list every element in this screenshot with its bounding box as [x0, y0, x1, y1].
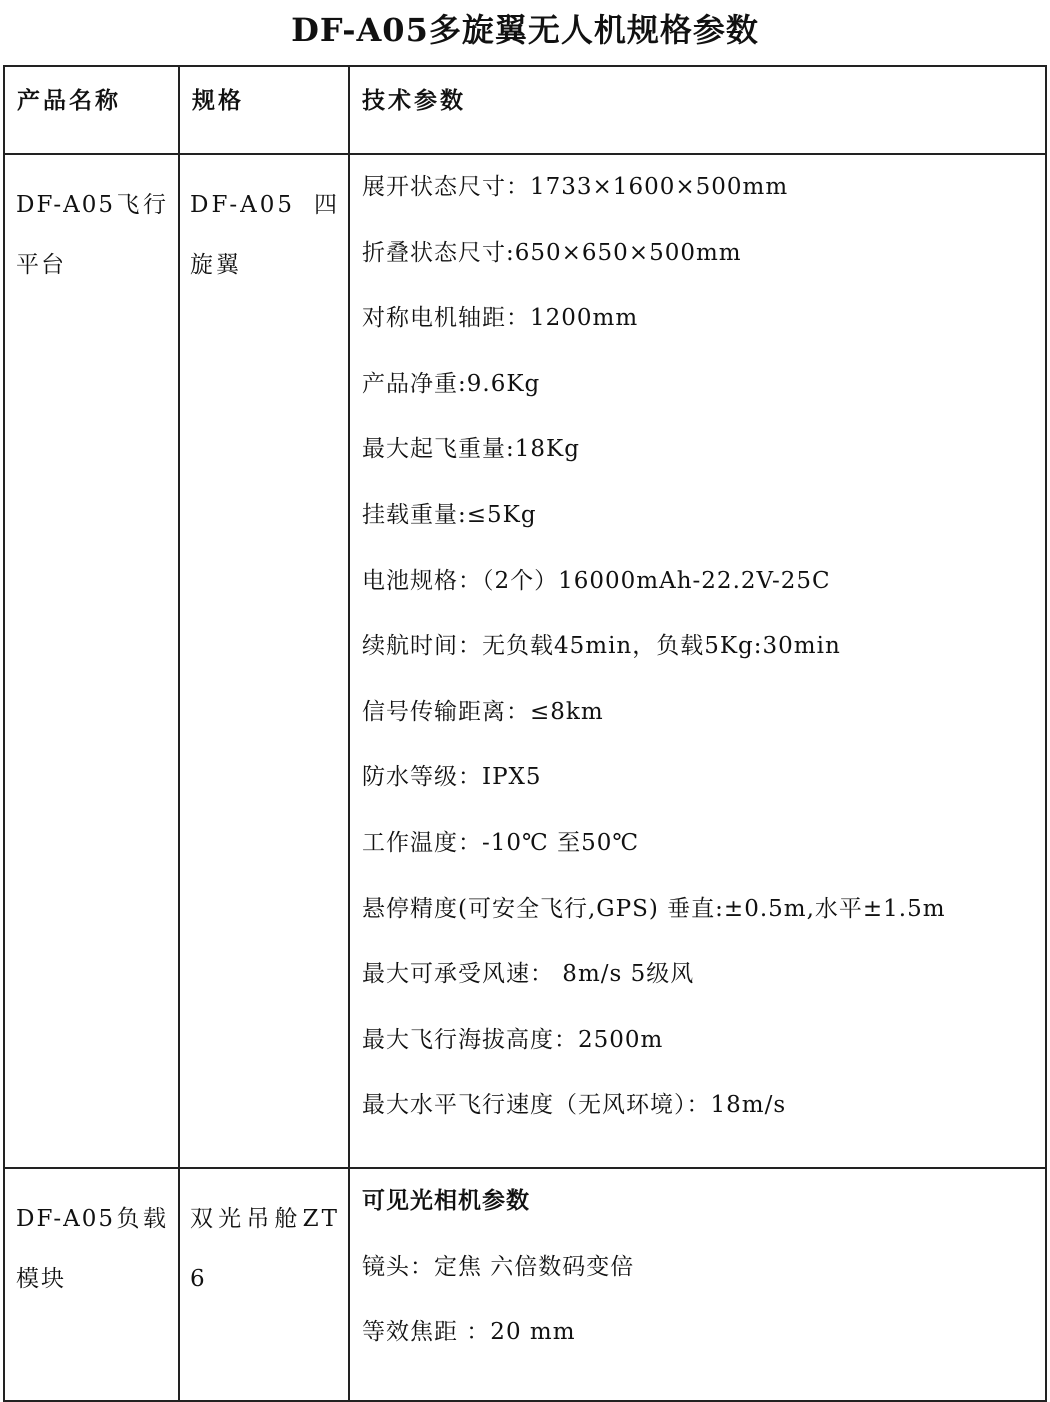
spec-cell: DF-A05四旋翼: [179, 154, 349, 1168]
param-section-heading: 可见光相机参数: [362, 1187, 530, 1214]
param-line: 等效焦距 ：20 mm: [362, 1319, 576, 1346]
param-line: 挂载重量:≤5Kg: [362, 501, 537, 528]
spec-cell: 双光吊舱ZT6: [179, 1168, 349, 1401]
param-line: 最大飞行海拔高度：2500m: [362, 1026, 664, 1053]
param-line: 产品净重:9.6Kg: [362, 370, 541, 397]
param-line: 续航时间：无负载45min，负载5Kg:30min: [362, 633, 841, 660]
param-line: 防水等级：IPX5: [362, 764, 542, 791]
param-line: 最大可承受风速： 8m/s 5级风: [362, 961, 695, 988]
param-line: 最大水平飞行速度（无风环境）：18m/s: [362, 1092, 787, 1119]
param-line: 最大起飞重量:18Kg: [362, 436, 580, 463]
header-tech-params: 技术参数: [349, 66, 1046, 154]
product-name-cell: DF-A05负载模块: [4, 1168, 179, 1401]
param-line: 悬停精度(可安全飞行,GPS) 垂直:±0.5m,水平±1.5m: [362, 895, 946, 922]
table-header-row: [4, 66, 1046, 154]
header-spec: 规格: [179, 66, 349, 154]
param-line: 信号传输距离：≤8km: [362, 698, 604, 725]
param-line: 电池规格：（2个）16000mAh-22.2V-25C: [362, 567, 831, 594]
header-product-name: 产品名称: [4, 66, 179, 154]
param-line: 工作温度：-10℃ 至50℃: [362, 829, 640, 856]
table-row-flight-platform: [4, 154, 1046, 1168]
param-line: 镜头：定焦 六倍数码变倍: [362, 1253, 635, 1280]
tech-params-cell: [349, 154, 1046, 1168]
spec-table: [3, 65, 1047, 1402]
param-line: 折叠状态尺寸:650×650×500mm: [362, 239, 742, 266]
table-row-payload-module: [4, 1168, 1046, 1401]
param-line: 展开状态尺寸：1733×1600×500mm: [362, 174, 789, 200]
tech-params-cell: [349, 1168, 1046, 1401]
product-name-cell: DF-A05飞行平台: [4, 154, 179, 1168]
document-title: DF-A05多旋翼无人机规格参数: [291, 11, 759, 49]
param-line: 对称电机轴距：1200mm: [362, 305, 639, 332]
